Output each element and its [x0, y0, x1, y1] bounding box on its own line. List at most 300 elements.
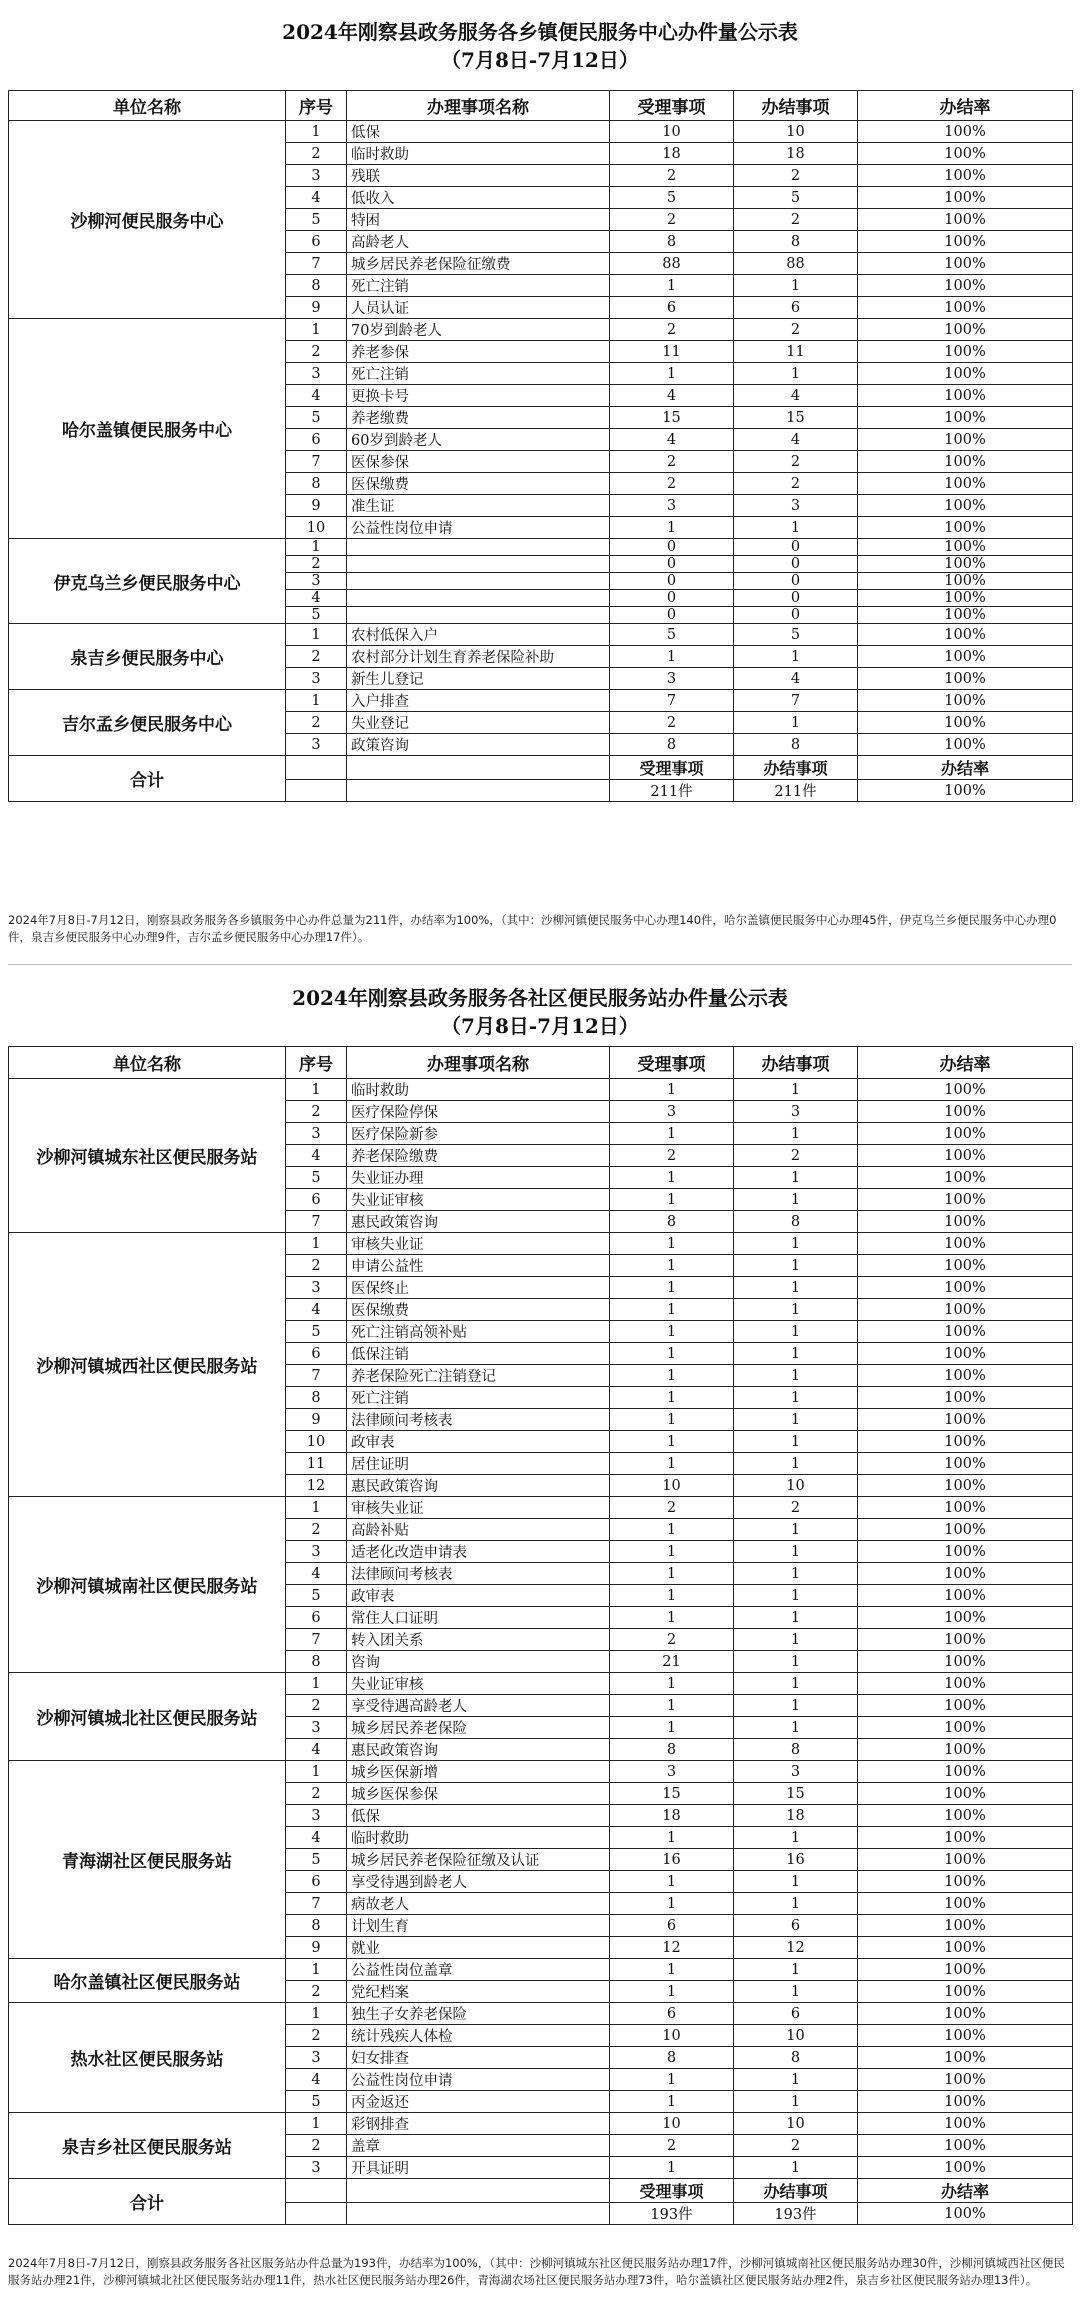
- empty-cell: [286, 2179, 347, 2203]
- item-name-cell: 城乡居民养老保险征缴费: [347, 253, 610, 275]
- item-name-cell: 农村部分计划生育养老保险补助: [347, 646, 610, 668]
- completed-cell: 2: [734, 1145, 858, 1167]
- accepted-cell: 4: [610, 429, 734, 451]
- item-name-cell: 医疗保险新参: [347, 1123, 610, 1145]
- table1-title: 2024年刚察县政务服务各乡镇便民服务中心办件量公示表: [282, 20, 798, 44]
- completed-cell: 1: [734, 1321, 858, 1343]
- rate-cell: 100%: [858, 1255, 1073, 1277]
- item-name-cell: 就业: [347, 1937, 610, 1959]
- rate-cell: 100%: [858, 1739, 1073, 1761]
- completed-cell: 2: [734, 1497, 858, 1519]
- item-name-cell: 彩钢排查: [347, 2113, 610, 2135]
- item-name-cell: 党纪档案: [347, 1981, 610, 2003]
- completed-cell: 1: [734, 1981, 858, 2003]
- seq-cell: 1: [286, 624, 347, 646]
- completed-cell: 16: [734, 1849, 858, 1871]
- completed-cell: 2: [734, 209, 858, 231]
- accepted-cell: 2: [610, 1629, 734, 1651]
- completed-cell: 88: [734, 253, 858, 275]
- unit-name-cell: 泉吉乡便民服务中心: [9, 624, 286, 690]
- rate-cell: 100%: [858, 473, 1073, 495]
- accepted-cell: 6: [610, 297, 734, 319]
- accepted-cell: 2: [610, 473, 734, 495]
- accepted-cell: 12: [610, 1937, 734, 1959]
- completed-cell: 4: [734, 429, 858, 451]
- total-header: 办结事项: [734, 756, 858, 780]
- item-name-cell: 残联: [347, 165, 610, 187]
- rate-cell: 100%: [858, 2025, 1073, 2047]
- rate-cell: 100%: [858, 209, 1073, 231]
- completed-cell: 0: [734, 556, 858, 573]
- accepted-cell: 8: [610, 2047, 734, 2069]
- completed-cell: 0: [734, 607, 858, 624]
- accepted-cell: 6: [610, 2003, 734, 2025]
- seq-cell: 4: [286, 1739, 347, 1761]
- accepted-cell: 18: [610, 143, 734, 165]
- seq-cell: 2: [286, 143, 347, 165]
- seq-cell: 7: [286, 451, 347, 473]
- table-row: [9, 1079, 1073, 1101]
- accepted-cell: 16: [610, 1849, 734, 1871]
- rate-cell: 100%: [858, 1365, 1073, 1387]
- table-row: [9, 690, 1073, 712]
- total-value: 100%: [858, 2203, 1073, 2225]
- seq-cell: 5: [286, 1167, 347, 1189]
- completed-cell: 1: [734, 1387, 858, 1409]
- item-name-cell: 享受待遇高龄老人: [347, 1695, 610, 1717]
- unit-name-cell: 伊克乌兰乡便民服务中心: [9, 539, 286, 624]
- unit-name-cell: 沙柳河镇城东社区便民服务站: [9, 1079, 286, 1233]
- accepted-cell: 1: [610, 1585, 734, 1607]
- seq-cell: 9: [286, 1409, 347, 1431]
- community-table-section: [8, 984, 1072, 2225]
- item-name-cell: 居住证明: [347, 1453, 610, 1475]
- item-name-cell: 失业登记: [347, 712, 610, 734]
- completed-cell: 10: [734, 2113, 858, 2135]
- seq-cell: 2: [286, 1519, 347, 1541]
- rate-cell: 100%: [858, 573, 1073, 590]
- rate-cell: 100%: [858, 1409, 1073, 1431]
- table-row: [9, 1959, 1073, 1981]
- total-value: 193件: [734, 2203, 858, 2225]
- item-name-cell: 高龄老人: [347, 231, 610, 253]
- item-name-cell: 临时救助: [347, 1827, 610, 1849]
- empty-cell: [347, 780, 610, 802]
- seq-cell: 9: [286, 297, 347, 319]
- completed-cell: 1: [734, 1167, 858, 1189]
- rate-cell: 100%: [858, 1959, 1073, 1981]
- table-row: [9, 1497, 1073, 1519]
- accepted-cell: 1: [610, 1871, 734, 1893]
- completed-cell: 1: [734, 1299, 858, 1321]
- rate-cell: 100%: [858, 275, 1073, 297]
- accepted-cell: 2: [610, 319, 734, 341]
- accepted-cell: 3: [610, 668, 734, 690]
- item-name-cell: 审核失业证: [347, 1233, 610, 1255]
- completed-cell: 1: [734, 1255, 858, 1277]
- item-name-cell: [347, 607, 610, 624]
- rate-cell: 100%: [858, 624, 1073, 646]
- completed-cell: 1: [734, 1343, 858, 1365]
- column-header: 办结率: [858, 1047, 1073, 1079]
- rate-cell: 100%: [858, 1673, 1073, 1695]
- completed-cell: 3: [734, 1101, 858, 1123]
- completed-cell: 1: [734, 1673, 858, 1695]
- completed-cell: 1: [734, 1695, 858, 1717]
- seq-cell: 5: [286, 2091, 347, 2113]
- completed-cell: 4: [734, 668, 858, 690]
- completed-cell: 1: [734, 275, 858, 297]
- completed-cell: 1: [734, 517, 858, 539]
- completed-cell: 2: [734, 451, 858, 473]
- column-header: 办理事项名称: [347, 91, 610, 121]
- rate-cell: 100%: [858, 1145, 1073, 1167]
- table-row: [9, 1761, 1073, 1783]
- accepted-cell: 1: [610, 275, 734, 297]
- township-table: [8, 90, 1073, 802]
- accepted-cell: 0: [610, 607, 734, 624]
- item-name-cell: 60岁到龄老人: [347, 429, 610, 451]
- accepted-cell: 1: [610, 1277, 734, 1299]
- accepted-cell: 1: [610, 1233, 734, 1255]
- item-name-cell: 政策咨询: [347, 734, 610, 756]
- rate-cell: 100%: [858, 165, 1073, 187]
- completed-cell: 2: [734, 2135, 858, 2157]
- completed-cell: 1: [734, 1123, 858, 1145]
- item-name-cell: 城乡医保参保: [347, 1783, 610, 1805]
- rate-cell: 100%: [858, 1651, 1073, 1673]
- rate-cell: 100%: [858, 1453, 1073, 1475]
- item-name-cell: 死亡注销: [347, 275, 610, 297]
- total-header: 办结率: [858, 2179, 1073, 2203]
- seq-cell: 5: [286, 1849, 347, 1871]
- rate-cell: 100%: [858, 1211, 1073, 1233]
- rate-cell: 100%: [858, 2069, 1073, 2091]
- accepted-cell: 1: [610, 363, 734, 385]
- accepted-cell: 1: [610, 1453, 734, 1475]
- rate-cell: 100%: [858, 1233, 1073, 1255]
- completed-cell: 6: [734, 1915, 858, 1937]
- seq-cell: 7: [286, 253, 347, 275]
- item-name-cell: 低收入: [347, 187, 610, 209]
- total-header: 办结率: [858, 756, 1073, 780]
- seq-cell: 1: [286, 1233, 347, 1255]
- rate-cell: 100%: [858, 1629, 1073, 1651]
- item-name-cell: 人员认证: [347, 297, 610, 319]
- empty-cell: [347, 2179, 610, 2203]
- accepted-cell: 8: [610, 1211, 734, 1233]
- table-row: [9, 121, 1073, 143]
- item-name-cell: 统计残疾人体检: [347, 2025, 610, 2047]
- column-header: 单位名称: [9, 1047, 286, 1079]
- table2-note: 2024年7月8日-7月12日，刚察县政务服务各社区服务站办件总量为193件，办结率为100%，（其中：沙柳河镇城东社区便民服务站办理17件，沙柳河镇城南社区便民服务站办理30件，沙柳河镇城西社区便民服务站办理21件，沙柳河镇城北社区便民服务站办理11件，热水社区便民服务站办理26件，青海湖农场社区便民服务站办理73件，哈尔盖镇社区便民服务站办理2件，泉吉乡社区便民服务站办理13件）。: [8, 2256, 1065, 2287]
- accepted-cell: 4: [610, 385, 734, 407]
- rate-cell: 100%: [858, 517, 1073, 539]
- accepted-cell: 10: [610, 2113, 734, 2135]
- rate-cell: 100%: [858, 385, 1073, 407]
- accepted-cell: 1: [610, 2157, 734, 2179]
- rate-cell: 100%: [858, 1717, 1073, 1739]
- accepted-cell: 8: [610, 734, 734, 756]
- table-row: [9, 1233, 1073, 1255]
- completed-cell: 18: [734, 1805, 858, 1827]
- item-name-cell: 70岁到龄老人: [347, 319, 610, 341]
- township-table-section: [8, 18, 1072, 802]
- unit-name-cell: 哈尔盖镇便民服务中心: [9, 319, 286, 539]
- completed-cell: 0: [734, 573, 858, 590]
- completed-cell: 8: [734, 231, 858, 253]
- seq-cell: 12: [286, 1475, 347, 1497]
- seq-cell: 2: [286, 646, 347, 668]
- accepted-cell: 1: [610, 1959, 734, 1981]
- accepted-cell: 2: [610, 2135, 734, 2157]
- accepted-cell: 1: [610, 1607, 734, 1629]
- completed-cell: 0: [734, 590, 858, 607]
- seq-cell: 2: [286, 1981, 347, 2003]
- seq-cell: 8: [286, 1915, 347, 1937]
- accepted-cell: 6: [610, 1915, 734, 1937]
- item-name-cell: [347, 590, 610, 607]
- rate-cell: 100%: [858, 1585, 1073, 1607]
- column-header: 序号: [286, 91, 347, 121]
- completed-cell: 5: [734, 187, 858, 209]
- table-row: [9, 2113, 1073, 2135]
- rate-cell: 100%: [858, 1189, 1073, 1211]
- accepted-cell: 1: [610, 1321, 734, 1343]
- column-header: 办结事项: [734, 1047, 858, 1079]
- rate-cell: 100%: [858, 1563, 1073, 1585]
- total-value: 211件: [734, 780, 858, 802]
- completed-cell: 1: [734, 1871, 858, 1893]
- seq-cell: 7: [286, 1211, 347, 1233]
- seq-cell: 2: [286, 712, 347, 734]
- accepted-cell: 0: [610, 590, 734, 607]
- rate-cell: 100%: [858, 1893, 1073, 1915]
- completed-cell: 2: [734, 319, 858, 341]
- seq-cell: 5: [286, 607, 347, 624]
- table-row: [9, 2003, 1073, 2025]
- completed-cell: 0: [734, 539, 858, 556]
- completed-cell: 3: [734, 1761, 858, 1783]
- accepted-cell: 3: [610, 1101, 734, 1123]
- table2-subtitle: （7月8日-7月12日）: [441, 1014, 639, 1038]
- seq-cell: 10: [286, 1431, 347, 1453]
- unit-name-cell: 沙柳河镇城西社区便民服务站: [9, 1233, 286, 1497]
- seq-cell: 2: [286, 1255, 347, 1277]
- item-name-cell: 盖章: [347, 2135, 610, 2157]
- unit-name-cell: 泉吉乡社区便民服务站: [9, 2113, 286, 2179]
- completed-cell: 1: [734, 646, 858, 668]
- accepted-cell: 1: [610, 1519, 734, 1541]
- seq-cell: 5: [286, 407, 347, 429]
- seq-cell: 7: [286, 1629, 347, 1651]
- accepted-cell: 1: [610, 1695, 734, 1717]
- seq-cell: 3: [286, 1717, 347, 1739]
- rate-cell: 100%: [858, 297, 1073, 319]
- rate-cell: 100%: [858, 1849, 1073, 1871]
- completed-cell: 5: [734, 624, 858, 646]
- accepted-cell: 15: [610, 1783, 734, 1805]
- rate-cell: 100%: [858, 712, 1073, 734]
- total-row: [9, 2179, 1073, 2203]
- accepted-cell: 10: [610, 121, 734, 143]
- column-header: 办结率: [858, 91, 1073, 121]
- completed-cell: 1: [734, 1893, 858, 1915]
- item-name-cell: 审核失业证: [347, 1497, 610, 1519]
- item-name-cell: 城乡居民养老保险征缴及认证: [347, 1849, 610, 1871]
- item-name-cell: 低保: [347, 121, 610, 143]
- accepted-cell: 18: [610, 1805, 734, 1827]
- rate-cell: 100%: [858, 1761, 1073, 1783]
- unit-name-cell: 青海湖社区便民服务站: [9, 1761, 286, 1959]
- item-name-cell: 医保缴费: [347, 473, 610, 495]
- item-name-cell: 死亡注销高领补贴: [347, 1321, 610, 1343]
- seq-cell: 1: [286, 2003, 347, 2025]
- seq-cell: 2: [286, 1101, 347, 1123]
- seq-cell: 7: [286, 1365, 347, 1387]
- item-name-cell: 医疗保险停保: [347, 1101, 610, 1123]
- item-name-cell: 法律顾问考核表: [347, 1563, 610, 1585]
- seq-cell: 2: [286, 1783, 347, 1805]
- completed-cell: 3: [734, 495, 858, 517]
- rate-cell: 100%: [858, 1541, 1073, 1563]
- rate-cell: 100%: [858, 429, 1073, 451]
- rate-cell: 100%: [858, 668, 1073, 690]
- completed-cell: 10: [734, 1475, 858, 1497]
- rate-cell: 100%: [858, 1475, 1073, 1497]
- item-name-cell: 咨询: [347, 1651, 610, 1673]
- rate-cell: 100%: [858, 1387, 1073, 1409]
- header-row: [9, 91, 1073, 121]
- completed-cell: 1: [734, 1079, 858, 1101]
- item-name-cell: 失业证审核: [347, 1673, 610, 1695]
- item-name-cell: 死亡注销: [347, 363, 610, 385]
- rate-cell: 100%: [858, 1915, 1073, 1937]
- rate-cell: 100%: [858, 2003, 1073, 2025]
- accepted-cell: 1: [610, 1541, 734, 1563]
- seq-cell: 6: [286, 1189, 347, 1211]
- seq-cell: 3: [286, 1277, 347, 1299]
- accepted-cell: 11: [610, 341, 734, 363]
- total-header: 办结事项: [734, 2179, 858, 2203]
- seq-cell: 1: [286, 1959, 347, 1981]
- seq-cell: 4: [286, 1145, 347, 1167]
- completed-cell: 15: [734, 407, 858, 429]
- accepted-cell: 1: [610, 1981, 734, 2003]
- completed-cell: 1: [734, 1233, 858, 1255]
- rate-cell: 100%: [858, 734, 1073, 756]
- seq-cell: 2: [286, 1695, 347, 1717]
- rate-cell: 100%: [858, 407, 1073, 429]
- seq-cell: 4: [286, 1563, 347, 1585]
- completed-cell: 1: [734, 2157, 858, 2179]
- accepted-cell: 0: [610, 556, 734, 573]
- completed-cell: 8: [734, 1739, 858, 1761]
- total-label: 合计: [9, 2179, 286, 2225]
- completed-cell: 8: [734, 2047, 858, 2069]
- seq-cell: 1: [286, 1673, 347, 1695]
- rate-cell: 100%: [858, 451, 1073, 473]
- seq-cell: 3: [286, 2157, 347, 2179]
- completed-cell: 11: [734, 341, 858, 363]
- table-row: [9, 319, 1073, 341]
- completed-cell: 18: [734, 143, 858, 165]
- item-name-cell: 低保: [347, 1805, 610, 1827]
- rate-cell: 100%: [858, 319, 1073, 341]
- accepted-cell: 1: [610, 1299, 734, 1321]
- seq-cell: 1: [286, 1497, 347, 1519]
- empty-cell: [286, 2203, 347, 2225]
- completed-cell: 1: [734, 1629, 858, 1651]
- item-name-cell: 医保缴费: [347, 1299, 610, 1321]
- total-header: 受理事项: [610, 2179, 734, 2203]
- accepted-cell: 1: [610, 1387, 734, 1409]
- completed-cell: 7: [734, 690, 858, 712]
- seq-cell: 8: [286, 1651, 347, 1673]
- rate-cell: 100%: [858, 1783, 1073, 1805]
- header-row: [9, 1047, 1073, 1079]
- seq-cell: 4: [286, 187, 347, 209]
- item-name-cell: 法律顾问考核表: [347, 1409, 610, 1431]
- completed-cell: 1: [734, 1365, 858, 1387]
- item-name-cell: 享受待遇到龄老人: [347, 1871, 610, 1893]
- seq-cell: 3: [286, 668, 347, 690]
- table-row: [9, 539, 1073, 556]
- seq-cell: 3: [286, 1541, 347, 1563]
- seq-cell: 1: [286, 1761, 347, 1783]
- seq-cell: 5: [286, 1321, 347, 1343]
- seq-cell: 3: [286, 734, 347, 756]
- total-value: 100%: [858, 780, 1073, 802]
- divider: [8, 964, 1072, 965]
- empty-cell: [286, 756, 347, 780]
- item-name-cell: 临时救助: [347, 143, 610, 165]
- item-name-cell: 失业证审核: [347, 1189, 610, 1211]
- accepted-cell: 1: [610, 1673, 734, 1695]
- accepted-cell: 1: [610, 646, 734, 668]
- total-label: 合计: [9, 756, 286, 802]
- rate-cell: 100%: [858, 1277, 1073, 1299]
- community-table: [8, 1046, 1073, 2225]
- completed-cell: 8: [734, 734, 858, 756]
- item-name-cell: [347, 539, 610, 556]
- accepted-cell: 1: [610, 1563, 734, 1585]
- accepted-cell: 3: [610, 495, 734, 517]
- item-name-cell: 政审表: [347, 1431, 610, 1453]
- rate-cell: 100%: [858, 1343, 1073, 1365]
- item-name-cell: 丙金返还: [347, 2091, 610, 2113]
- accepted-cell: 1: [610, 1079, 734, 1101]
- item-name-cell: 死亡注销: [347, 1387, 610, 1409]
- table1-note: 2024年7月8日-7月12日，刚察县政务服务各乡镇服务中心办件总量为211件，办结率为100%，（其中：沙柳河镇便民服务中心办理140件，哈尔盖镇便民服务中心办理45件，伊克乌兰乡便民服务中心办理0件，泉吉乡便民服务中心办理9件，吉尔孟乡便民服务中心办理17件）。: [8, 913, 1057, 944]
- seq-cell: 4: [286, 2069, 347, 2091]
- rate-cell: 100%: [858, 2091, 1073, 2113]
- item-name-cell: 入户排查: [347, 690, 610, 712]
- seq-cell: 7: [286, 1893, 347, 1915]
- accepted-cell: 1: [610, 1123, 734, 1145]
- completed-cell: 15: [734, 1783, 858, 1805]
- completed-cell: 1: [734, 1563, 858, 1585]
- seq-cell: 8: [286, 1387, 347, 1409]
- completed-cell: 6: [734, 297, 858, 319]
- accepted-cell: 2: [610, 209, 734, 231]
- item-name-cell: 养老保险缴费: [347, 1145, 610, 1167]
- column-header: 办理事项名称: [347, 1047, 610, 1079]
- accepted-cell: 1: [610, 1893, 734, 1915]
- accepted-cell: 1: [610, 1409, 734, 1431]
- seq-cell: 6: [286, 1343, 347, 1365]
- accepted-cell: 1: [610, 1827, 734, 1849]
